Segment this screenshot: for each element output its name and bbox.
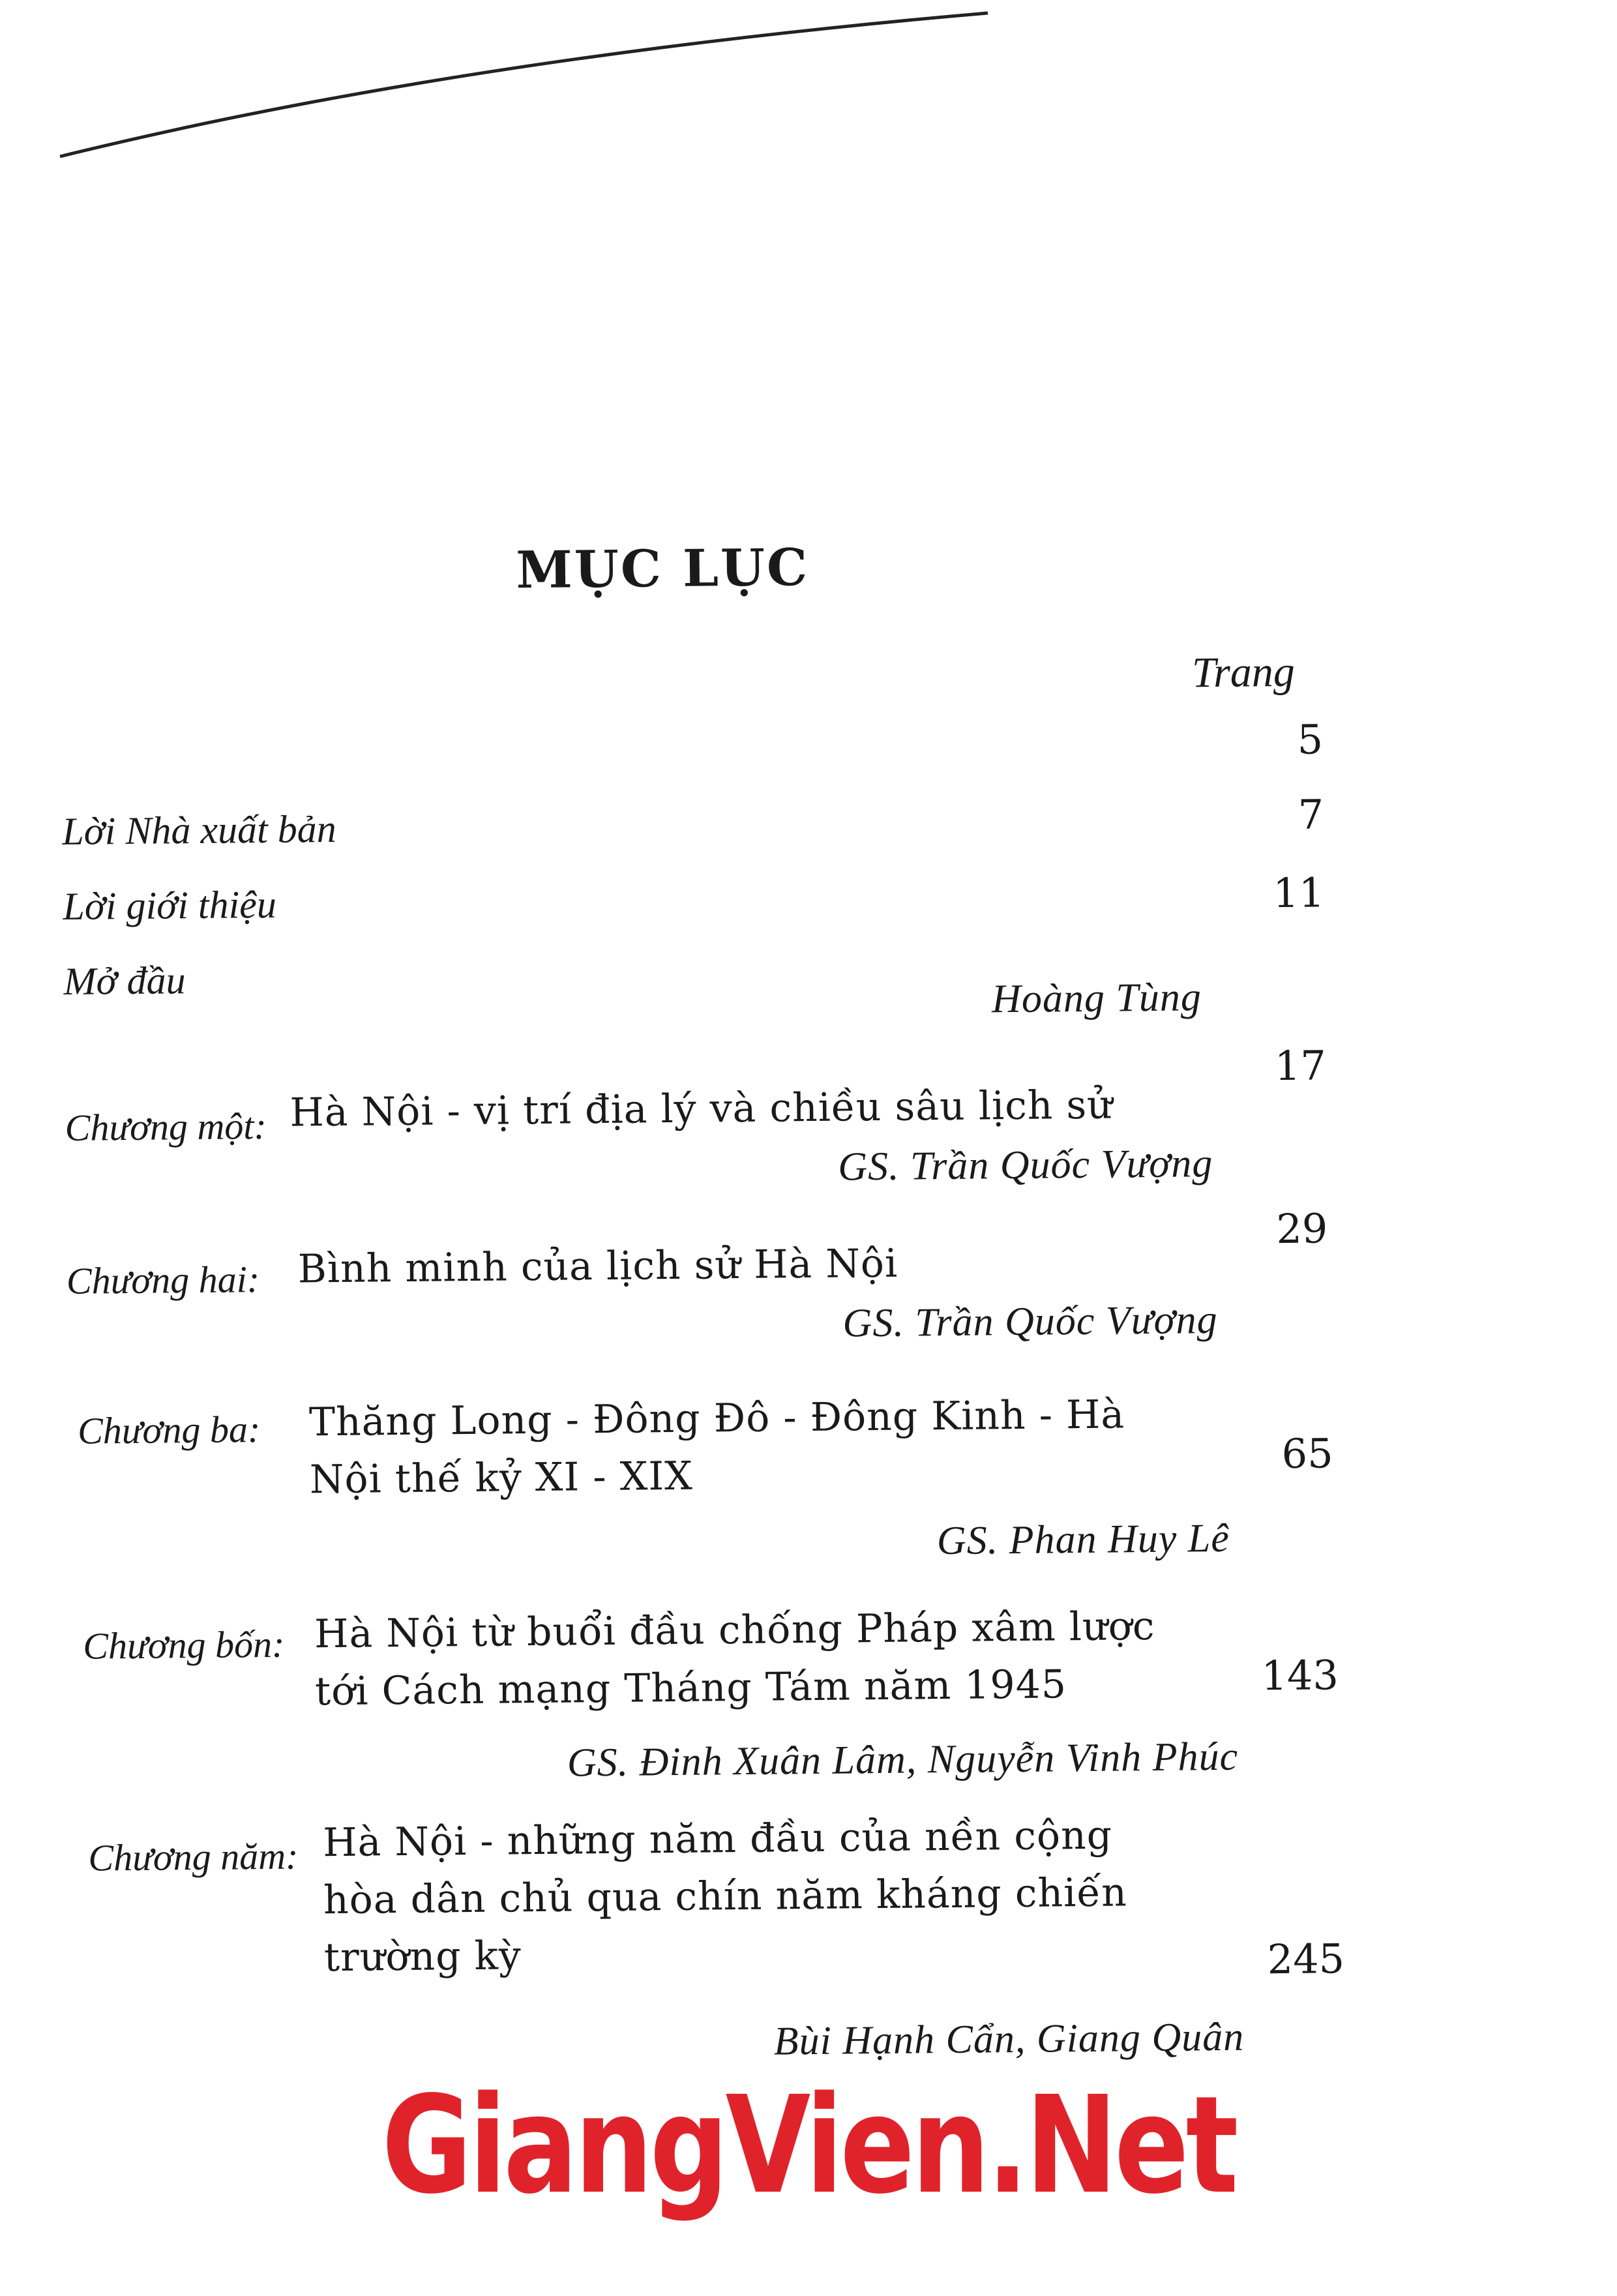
chapter-5-author: Bùi Hạnh Cẩn, Giang Quân	[773, 2014, 1245, 2064]
chapter-5-title	[323, 1803, 1128, 1990]
chapter-1-label: Chương một:	[65, 1104, 267, 1149]
toc-page-publisher-note: 7	[1298, 790, 1324, 839]
chapter-5-label: Chương năm:	[88, 1834, 299, 1879]
chapter-4-label: Chương bốn:	[83, 1622, 285, 1667]
chapter-4-author: GS. Đinh Xuân Lâm, Nguyễn Vinh Phúc	[567, 1734, 1239, 1785]
chapter-4-title-line-2: tới Cách mạng Tháng Tám năm 1945	[314, 1662, 1067, 1715]
chapter-3-label: Chương ba:	[77, 1408, 261, 1452]
chapter-2-label: Chương hai:	[66, 1258, 260, 1302]
toc-entry-introduction: Lời giới thiệu	[63, 882, 277, 928]
chapter-1-page: 17	[1274, 1041, 1327, 1090]
chapter-5-title-line-2: hòa dân chủ qua chín năm kháng chiến	[323, 1870, 1128, 1924]
chapter-1-title	[289, 1073, 1113, 1145]
chapter-5-page: 245	[1267, 1935, 1345, 1984]
watermark-text: GiangVien.Net	[381, 2067, 1236, 2224]
chapter-4-title	[314, 1594, 1156, 1723]
chapter-2-page: 29	[1276, 1204, 1328, 1253]
toc-entry-opening: Mở đầu	[63, 959, 186, 1003]
first-page-number: 5	[1297, 715, 1324, 764]
chapter-4-title-line-1: Hà Nội từ buổi đầu chống Pháp xâm lược	[314, 1603, 1155, 1658]
page-title: MỤC LỤC	[516, 537, 810, 601]
chapter-2-title	[297, 1232, 898, 1302]
chapter-3-page: 65	[1281, 1429, 1333, 1478]
chapter-3-author: GS. Phan Huy Lê	[936, 1515, 1230, 1564]
chapter-3-title-line-2: Nội thế kỷ XI - XIX	[309, 1453, 694, 1503]
chapter-3-title-line-1: Thăng Long - Đông Đô - Đông Kinh - Hà	[308, 1392, 1125, 1446]
toc-page-introduction: 11	[1273, 869, 1325, 917]
toc-author-opening: Hoàng Tùng	[991, 975, 1202, 1022]
chapter-5-title-line-1: Hà Nội - những năm đầu của nền cộng	[322, 1812, 1113, 1866]
page-column-header: Trang	[1191, 648, 1296, 697]
toc-entry-publisher-note: Lời Nhà xuất bản	[62, 807, 337, 853]
chapter-3-title	[309, 1382, 1126, 1512]
chapter-2-title-line: Bình minh của lịch sử Hà Nội	[297, 1240, 898, 1292]
chapter-4-page: 143	[1261, 1651, 1339, 1700]
chapter-2-author: GS. Trần Quốc Vượng	[842, 1297, 1218, 1346]
chapter-1-title-line: Hà Nội - vị trí địa lý và chiều sâu lịch sử	[289, 1082, 1114, 1136]
chapter-1-author: GS. Trần Quốc Vượng	[837, 1141, 1213, 1189]
chapter-5-title-line-3: trường kỳ	[323, 1933, 522, 1981]
